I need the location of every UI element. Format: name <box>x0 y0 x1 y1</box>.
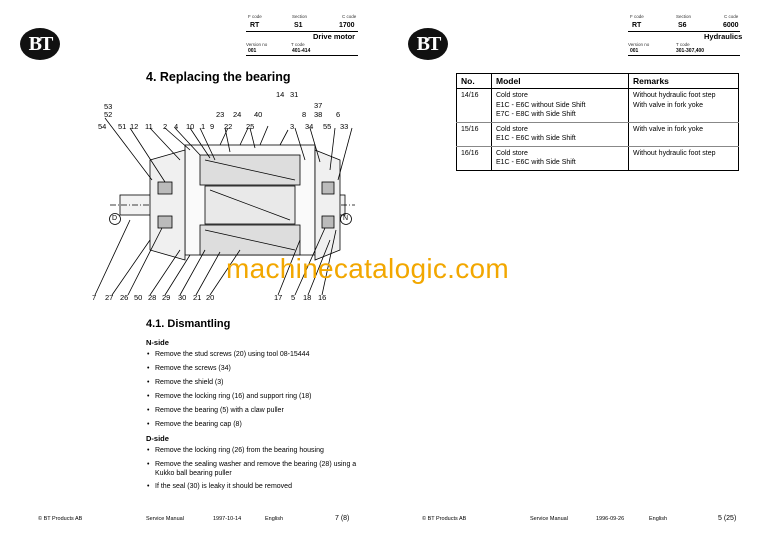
footer-language: English <box>265 516 284 522</box>
subject-title: Drive motor <box>313 32 356 41</box>
list-item: • If the seal (30) is leaky it should be removed <box>147 483 292 490</box>
table-row <box>457 89 739 123</box>
f-code-label: F code <box>248 14 262 19</box>
cell-no: 15/16 <box>457 122 492 146</box>
model-table <box>456 73 739 171</box>
footer-doc: Service Manual <box>530 516 568 522</box>
diagram-label: 5 <box>291 293 296 302</box>
diagram-label: 51 <box>118 122 127 131</box>
diagram-label: 6 <box>336 110 341 119</box>
diagram-label: 53 <box>104 102 113 111</box>
n-side-marker: N <box>343 215 349 222</box>
footer-doc: Service Manual <box>146 516 184 522</box>
list-item: • Remove the bearing cap (8) <box>147 421 242 428</box>
t-code-value: 301-307,400 <box>676 48 705 54</box>
diagram-label: 18 <box>303 293 312 302</box>
list-item: • Remove the screws (34) <box>147 365 231 372</box>
footer-company: © BT Products AB <box>38 516 83 522</box>
section-heading: 4.1. Dismantling <box>146 318 231 330</box>
f-code-value: RT <box>632 22 642 29</box>
footer-date: 1996-09-26 <box>596 516 625 522</box>
cell-no: 16/16 <box>457 146 492 170</box>
diagram-label: 12 <box>130 122 139 131</box>
bt-logo: BT <box>20 28 60 60</box>
cell-model: Cold store E1C - E6C with Side Shift <box>492 122 629 146</box>
table-row <box>457 122 739 146</box>
cell-remarks: Without hydraulic foot step <box>629 146 739 170</box>
diagram-label: 8 <box>302 110 307 119</box>
diagram-label: 2 <box>163 122 168 131</box>
f-code-value: RT <box>250 22 260 29</box>
f-code-label: F code <box>630 14 644 19</box>
column-header-model: Model <box>492 74 629 89</box>
diagram-label: 52 <box>104 110 113 119</box>
diagram-label: 20 <box>206 293 215 302</box>
diagram-label: 55 <box>323 122 332 131</box>
footer-page: 5 (25) <box>718 515 737 522</box>
c-code-label: C code <box>342 14 357 19</box>
page-title: 4. Replacing the bearing <box>146 70 291 84</box>
version-label: Version no <box>628 42 650 47</box>
diagram-label: 33 <box>340 122 349 131</box>
watermark-text: machinecatalogic.com <box>226 253 510 284</box>
column-header-no: No. <box>457 74 492 89</box>
table-row <box>457 146 739 170</box>
diagram-label: 14 <box>276 90 285 99</box>
diagram-label: 29 <box>162 293 171 302</box>
list-item: • Remove the shield (3) <box>147 379 224 386</box>
diagram-label: 1 <box>201 122 206 131</box>
diagram-label: 23 <box>216 110 225 119</box>
c-code-value: 1700 <box>339 22 355 29</box>
footer-language: English <box>649 516 668 522</box>
diagram-label: 37 <box>314 101 323 110</box>
diagram-label: 26 <box>120 293 129 302</box>
section-value: S1 <box>294 22 303 29</box>
footer-date: 1997-10-14 <box>213 516 242 522</box>
diagram-label: 28 <box>148 293 157 302</box>
version-value: 001 <box>630 48 639 54</box>
list-item: • Remove the sealing washer and remove the bearing (28) using a Kukko ball bearing puller <box>147 461 357 477</box>
diagram-label: 16 <box>318 293 327 302</box>
footer-page: 7 (8) <box>335 515 350 522</box>
footer-company: © BT Products AB <box>422 516 467 522</box>
diagram-label: 10 <box>186 122 195 131</box>
diagram-label: 34 <box>305 122 314 131</box>
diagram-label: 40 <box>254 110 263 119</box>
version-value: 001 <box>248 48 257 54</box>
section-label: Section <box>676 14 692 19</box>
diagram-label: 9 <box>210 122 215 131</box>
d-side-heading: D-side <box>146 434 169 443</box>
cell-remarks: With valve in fork yoke <box>629 122 739 146</box>
diagram-label: 30 <box>178 293 187 302</box>
diagram-label: 3 <box>290 122 295 131</box>
list-item: • Remove the locking ring (26) from the bearing housing <box>147 447 324 454</box>
section-value: S6 <box>678 22 687 29</box>
section-label: Section <box>292 14 308 19</box>
diagram-label: 38 <box>314 110 323 119</box>
subject-title: Hydraulics <box>704 32 743 41</box>
diagram-label: 54 <box>98 122 107 131</box>
diagram-label: 17 <box>274 293 283 302</box>
diagram-label: 24 <box>233 110 242 119</box>
diagram-label: 11 <box>145 122 153 131</box>
t-code-label: T code <box>291 42 305 47</box>
t-code-value: 401-414 <box>292 48 311 54</box>
list-item: • Remove the bearing (5) with a claw puller <box>147 407 284 414</box>
diagram-label: 22 <box>224 122 233 131</box>
diagram-label: 25 <box>246 122 255 131</box>
d-side-marker: D <box>112 215 118 222</box>
diagram-label: 21 <box>193 293 202 302</box>
version-label: Version no <box>246 42 268 47</box>
table-header-row <box>457 74 739 89</box>
column-header-remarks: Remarks <box>629 74 739 89</box>
header-rule-bottom <box>246 55 358 56</box>
diagram-label: 4 <box>174 122 179 131</box>
diagram-label: 31 <box>290 90 299 99</box>
bt-logo: BT <box>408 28 448 60</box>
t-code-label: T code <box>676 42 690 47</box>
cell-model: Cold store E1C - E6C without Side Shift E7C - E8C with Side Shift <box>492 89 629 123</box>
list-item: • Remove the locking ring (16) and support ring (18) <box>147 393 312 400</box>
cell-model: Cold store E1C - E6C with Side Shift <box>492 146 629 170</box>
cell-remarks: Without hydraulic foot step With valve in fork yoke <box>629 89 739 123</box>
diagram-label: 7 <box>92 293 97 302</box>
list-item: • Remove the stud screws (20) using tool 08-15444 <box>147 351 310 358</box>
c-code-label: C code <box>724 14 739 19</box>
diagram-label: 27 <box>105 293 114 302</box>
c-code-value: 6000 <box>723 22 739 29</box>
n-side-heading: N-side <box>146 338 169 347</box>
cell-no: 14/16 <box>457 89 492 123</box>
header-rule-bottom <box>628 55 740 56</box>
diagram-label: 50 <box>134 293 143 302</box>
